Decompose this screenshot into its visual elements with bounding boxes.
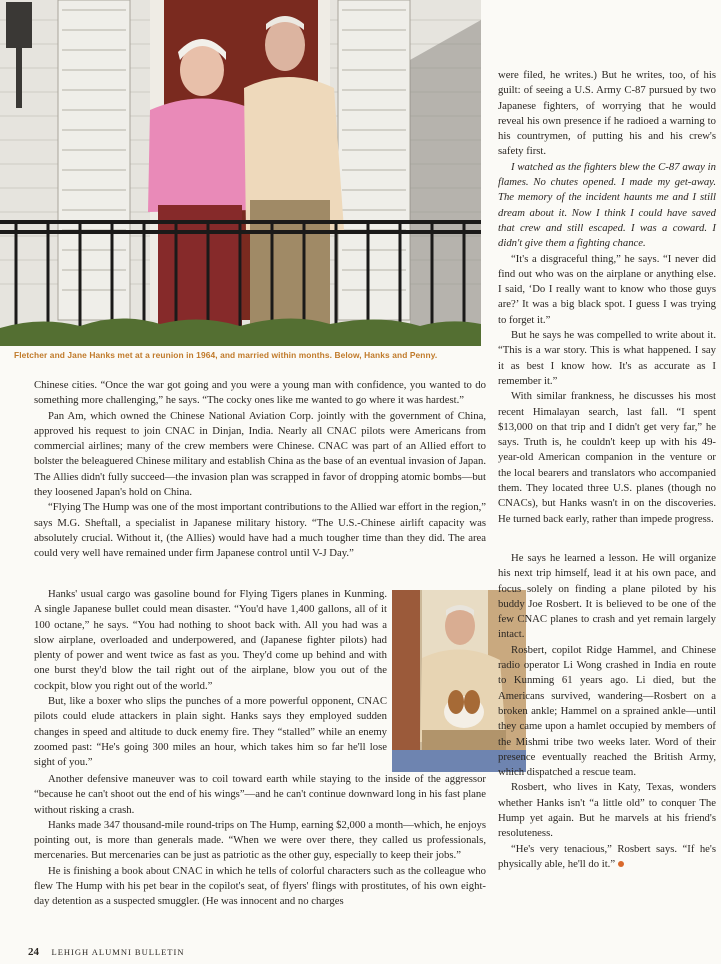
right-column-top bbox=[498, 68, 716, 527]
photo-caption: Fletcher and Jane Hanks met at a reunion in 1964, and married within months. Below, Hanks and Penny. bbox=[14, 350, 438, 360]
end-mark-icon bbox=[618, 861, 624, 867]
left-column-wide bbox=[34, 378, 486, 562]
paragraph: Rosbert, copilot Ridge Hammel, and Chinese radio operator Li Wong crashed in India en route to Kunming 61 years ago. Li died, but the Americans survived, wandering—Rosbert on a broken ankle; Hammel on a sprained ankle—until they came upon a hamlet occupied by members of the Mishmi tribe two weeks later. Word of their presence eventually reached the British Army, which dispatched a rescue team. bbox=[498, 643, 716, 779]
paragraph: With similar frankness, he discusses his most recent Himalayan search, last fall. “I spent $13,000 on that trip and I didn't get very far,” he says. Truth is, he couldn't keep up with his 49-year-old American companion in the venture or the local bearers and translators who accompanied them. They located three U.S. planes (though no CNACs), but Hanks wasn't in on the discoveries. He turned back early, rather than impede progress. bbox=[498, 390, 716, 525]
paragraph bbox=[498, 842, 716, 873]
publication-name: LEHIGH ALUMNI BULLETIN bbox=[51, 947, 185, 957]
paragraph: Hanks made 347 thousand-mile round-trips on The Hump, earning $2,000 a month—which, he enjoys pointing out, is more than generals made. “When we were over there, they called us professionals, mercenaries. But mercenaries can be just as patriotic as the other guy, especially to keep their jobs.” bbox=[34, 818, 486, 862]
page-footer bbox=[28, 946, 184, 958]
paragraph: He says he learned a lesson. He will organize his next trip himself, lead it at his own pace, and focus solely on finding a plane piloted by his buddy Joe Rosbert. It is believed to be one of the few CNAC planes to crash and yet remain largely intact. bbox=[498, 552, 716, 641]
couple-photo bbox=[0, 0, 481, 346]
paragraph: Rosbert, who lives in Katy, Texas, wonders whether Hanks isn't “a little old” to conquer The Hump yet again. But he marvels at his friend's resoluteness. bbox=[498, 781, 716, 840]
left-column-narrow bbox=[34, 587, 387, 771]
paragraph: Hanks' usual cargo was gasoline bound for Flying Tigers planes in Kunming. A single Japanese bullet could mean disaster. “You'd have 1,400 gallons, all of it 100 octane,” he says. “You had nothing to shoot back with. All you had was a slow airplane, overloaded and underpowered, and (Japanese fighter pilots) had plenty of power and went twice as fast as you. They'd come up behind and with one burst they'd blow the tail right out of the airplane, blow you out of the cockpit, blow you right out of the world.” bbox=[34, 588, 387, 692]
paragraph: “It's a disgraceful thing,” he says. “I never did find out who was on the airplane or anything else. I said, ‘Do I really want to know who those guys are?’ It was a big black spot. I guess I was trying to forget it.” bbox=[498, 252, 716, 326]
paragraph: “Flying The Hump was one of the most important contributions to the Allied war effort in the region,” says M.G. Sheftall, a specialist in Japanese military history. “The U.S.-Chinese airlift capacity was absolutely crucial. Without it, (the Allies) would have had a much tougher time than they did. The area could very well have remained under firm Japanese control until V-J Day.” bbox=[34, 501, 486, 560]
paragraph: But he says he was compelled to write about it. “This is a war story. This is what happened. I say it as best I know how. It's as accurate as I remember it.” bbox=[498, 329, 716, 387]
paragraph: He is finishing a book about CNAC in which he tells of colorful characters such as the colleague who flew The Hump with his pet bear in the copilot's seat, of flyers' flings with prostitutes, of his own eight-day detention as a suspected smuggler. (He was innocent and no charges bbox=[34, 864, 486, 908]
paragraph: But, like a boxer who slips the punches of a more powerful opponent, CNAC pilots could elude attackers in plain sight. Hanks says they employed sudden changes in speed and altitude to duck enemy fire. They “stalled” while an enemy zoomed past: “He's going 300 miles an hour, which takes him so far he'll lose sight of you.” bbox=[34, 695, 387, 769]
paragraph: Chinese cities. “Once the war got going and you were a young man with confidence, you wanted to do something more challenging,” he says. “The cocky ones like me wanted to go where it was hardest.” bbox=[34, 379, 486, 407]
paragraph: Another defensive maneuver was to coil toward earth while staying to the inside of the aggressor “because he can't shoot out the end of his wings”—and he can't continue downward long in his fast plane without risking a crash. bbox=[34, 773, 486, 816]
right-column-lower bbox=[498, 551, 716, 872]
page-number: 24 bbox=[28, 946, 39, 958]
paragraph: Pan Am, which owned the Chinese National Aviation Corp. jointly with the government of China, approved his request to join CNAC in Dinjan, India. Nearly all CNAC pilots were Americans from commercial airlines; many of the crew members were Chinese. CNAC was part of an Allied effort to bolster the beleaguered Chinese military and establish China as the base of an eventual invasion of Japan. The Allies didn't fully succeed—the invasion plan was scrapped in favor of dropping atomic bombs—but they loosened Japan's hold on China. bbox=[34, 409, 486, 499]
quoted-excerpt: I watched as the fighters blew the C-87 away in flames. No chutes opened. I made my get-away. The memory of the incident haunts me and I still dream about it. Now I think I could have saved that crew and still escaped. I was a coward. I didn't give them a fighting chance. bbox=[498, 160, 716, 250]
left-column-bottom bbox=[34, 772, 486, 910]
paragraph: were filed, he writes.) But he writes, too, of his guilt: of seeing a U.S. Army C-87 pursued by two Japanese fighters, of worrying that he would reveal his own presence if he radioed a warning to his countrymen, of putting his and his crew's safety first. bbox=[498, 69, 716, 158]
closing-quote: “He's very tenacious,” Rosbert says. “If he's physically able, he'll do it.” bbox=[498, 842, 716, 870]
